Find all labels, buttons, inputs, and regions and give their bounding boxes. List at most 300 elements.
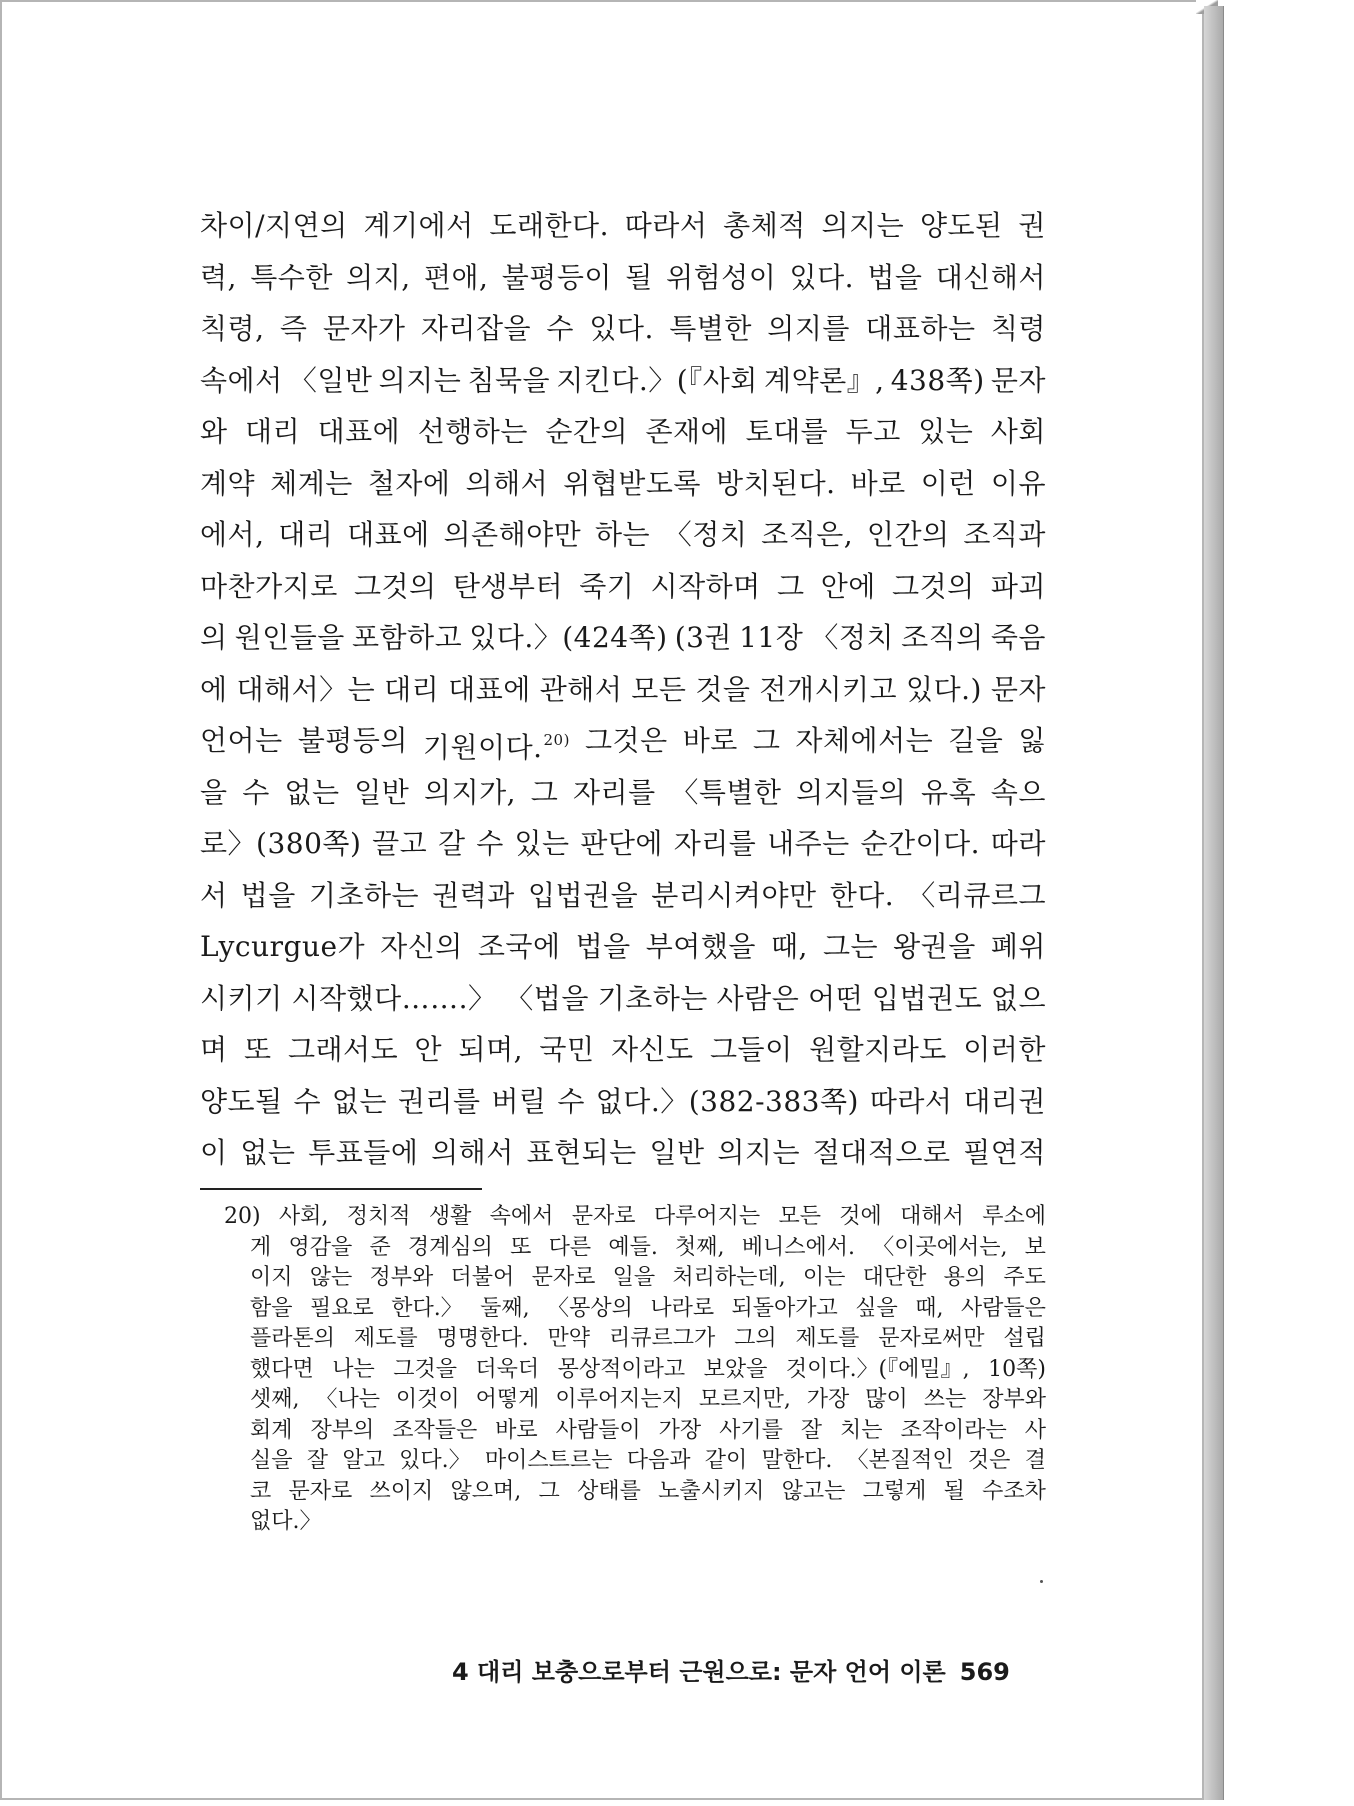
- footnote-word: 바로: [495, 1417, 538, 1443]
- footnote-word: 〈몽상의: [547, 1295, 633, 1321]
- body-word: 방치된다.: [715, 466, 836, 500]
- footnote-word: 사람들은: [960, 1295, 1046, 1321]
- body-word: 특별한: [669, 312, 752, 345]
- footnote-word: 대단한: [862, 1265, 927, 1290]
- body-word: 것을: [695, 672, 751, 706]
- footnote-word: 〈본질적인: [846, 1448, 954, 1473]
- footnote-word: 없다.〉: [250, 1509, 322, 1534]
- page-number: 569: [959, 1658, 1010, 1686]
- body-word: 특수한: [250, 260, 333, 294]
- body-word: 있다.: [589, 312, 654, 345]
- footnote-word: 많이: [865, 1387, 908, 1412]
- footnote-word: 사회,: [278, 1204, 329, 1229]
- footnote-word: 10쪽): [988, 1356, 1046, 1382]
- footnote-word: 수조차: [982, 1478, 1046, 1504]
- footnote-word: 않는: [309, 1265, 353, 1290]
- body-word: 을: [200, 775, 228, 809]
- footnote-word: 가장: [658, 1417, 702, 1443]
- body-word: 포함하고: [351, 621, 463, 654]
- footnote-word: 때,: [915, 1295, 944, 1321]
- footnote-word: 플라톤의: [250, 1326, 336, 1351]
- footnote-number: 20): [224, 1204, 261, 1229]
- body-word: 자신의: [380, 930, 463, 963]
- footnote-word: 경계심의: [407, 1234, 493, 1260]
- footnote-line: [250, 1446, 1046, 1477]
- body-word: 되며,: [458, 1033, 524, 1066]
- body-word: 〈리큐르그: [907, 878, 1046, 912]
- body-word: 투표들에: [308, 1136, 419, 1169]
- body-word: 의지가,: [424, 775, 517, 809]
- body-word: 원인들을: [234, 621, 345, 654]
- body-word: 될: [625, 260, 653, 294]
- footnote-line: [250, 1416, 1046, 1447]
- footnote-word: 회계: [250, 1417, 293, 1443]
- footnote-word: 치는: [840, 1417, 883, 1443]
- body-word: 대표에: [347, 518, 430, 551]
- footnote-word: 문자로: [288, 1478, 353, 1504]
- body-word: 버릴: [491, 1084, 547, 1118]
- body-word: 기초하는: [308, 878, 420, 912]
- footnote-word: 또: [510, 1234, 532, 1260]
- body-word: 관해서: [539, 672, 623, 706]
- body-word: 없는: [284, 775, 340, 809]
- body-word: 438쪽): [890, 363, 985, 397]
- footnote-word: 이루어지는지: [555, 1387, 683, 1412]
- footnote-word: 모든: [778, 1204, 821, 1229]
- body-word: 〈특별한: [670, 775, 782, 809]
- body-word: 마찬가지로: [200, 569, 338, 603]
- footnote-word: 다음과: [626, 1448, 691, 1473]
- footnote-word: 문자로써만: [878, 1326, 985, 1351]
- footnote-word: 정치적: [346, 1204, 411, 1229]
- body-word: 위협받도록: [563, 466, 701, 500]
- footnote-word: 잘: [306, 1448, 329, 1473]
- body-word: 수: [557, 1084, 585, 1118]
- body-word: 법을: [575, 930, 631, 963]
- footnote-word: 했다면: [250, 1356, 314, 1382]
- footnote-divider: [200, 1188, 482, 1190]
- body-line: [200, 1024, 1046, 1076]
- footnote-word: 〈이곳에서는,: [872, 1234, 1008, 1260]
- body-word: 분리시켜야만: [651, 878, 817, 912]
- footnote-word: 장부와: [982, 1387, 1046, 1412]
- footnote-word: 제도를: [795, 1326, 860, 1351]
- body-word: 대표하는: [865, 312, 976, 345]
- body-word: 속으: [990, 775, 1046, 809]
- footnote-word: 싶을: [855, 1295, 898, 1321]
- body-word: 유혹: [921, 775, 977, 809]
- body-word: 모든: [631, 672, 687, 706]
- footnote-word: 장부의: [310, 1417, 375, 1443]
- body-line: [200, 973, 1046, 1025]
- body-word: 수: [546, 312, 574, 345]
- body-word: 원할지라도: [809, 1033, 947, 1066]
- body-word: 권리를: [397, 1084, 481, 1118]
- body-line: [200, 921, 1046, 973]
- body-word: 죽기: [579, 569, 635, 603]
- footnote-word: 정부와: [369, 1265, 434, 1290]
- footnote-word: 않고는: [781, 1478, 846, 1504]
- footnote-word: 준: [369, 1234, 391, 1260]
- footnote-word: 것이다.〉(『에밀』,: [785, 1356, 970, 1382]
- body-word: 의지들의: [796, 775, 907, 809]
- footnote-reference[interactable]: 20): [543, 731, 570, 749]
- footnote-line: [250, 1263, 1046, 1294]
- footnote-word: 몽상적이라고: [557, 1356, 686, 1382]
- page-stack-edge: [1204, 6, 1224, 1800]
- body-word: 입법권도: [871, 981, 983, 1015]
- body-line: [200, 200, 1046, 252]
- body-word: 따라서: [624, 209, 708, 242]
- body-word: 이: [200, 1136, 228, 1169]
- footnote-word: 〈나는: [315, 1387, 380, 1412]
- body-word: 있는: [514, 827, 570, 860]
- body-word: 대리: [278, 518, 334, 551]
- body-word: 기초하는: [597, 981, 708, 1015]
- body-word: 또: [243, 1033, 272, 1066]
- footnote-word: 않으며,: [450, 1478, 522, 1504]
- body-word: 의해서: [465, 466, 549, 500]
- body-word: 의: [200, 621, 228, 654]
- footnote-word: 제도를: [353, 1326, 418, 1351]
- body-word: 갈: [437, 827, 466, 860]
- body-word: 서: [200, 878, 228, 912]
- footnote-word: 모르지만,: [698, 1387, 791, 1412]
- body-word: 있다.): [906, 672, 982, 706]
- footnote-word: 말한다.: [761, 1448, 833, 1473]
- body-word: 체계는: [270, 466, 353, 500]
- body-word: 순간이다.: [860, 827, 981, 860]
- footnote-word: 셋째,: [250, 1387, 300, 1412]
- body-line: [200, 1076, 1046, 1128]
- body-word: 조국에: [477, 930, 561, 963]
- body-word: 조직과: [963, 518, 1046, 551]
- body-word: 언어는: [200, 724, 283, 757]
- body-word: 즉: [279, 312, 308, 345]
- body-line: [200, 870, 1046, 922]
- footnote-word: 처리하는데,: [672, 1265, 786, 1290]
- body-word: 며: [200, 1033, 228, 1066]
- footnote-line: [250, 1507, 1046, 1538]
- stray-dot-mark: [1040, 1580, 1043, 1583]
- body-line: [200, 715, 1046, 767]
- body-word: 없는: [240, 1136, 296, 1169]
- body-word: 칙령: [990, 312, 1046, 345]
- body-word: 양도될: [200, 1084, 283, 1118]
- body-word: (3권: [674, 621, 732, 654]
- footnote-word: 잘: [800, 1417, 823, 1443]
- body-word: 두고: [845, 415, 901, 448]
- footnote-word: 그의: [734, 1326, 777, 1351]
- body-word: 계약: [200, 466, 256, 500]
- body-word: 파괴: [990, 569, 1046, 603]
- footnote-word: 만약: [547, 1326, 591, 1351]
- footnote-word: 마이스트르는: [484, 1448, 613, 1473]
- body-word: 이러한: [963, 1033, 1046, 1066]
- footnote-word: 조작이라는: [900, 1417, 1007, 1443]
- body-word: 그들이: [710, 1033, 793, 1066]
- body-word: 계약론』,: [764, 363, 885, 397]
- body-word: 시키기: [200, 981, 283, 1015]
- body-line: [200, 767, 1046, 819]
- footnote-word: 사람들이: [555, 1417, 641, 1443]
- footnote-word: 그것을: [393, 1356, 457, 1382]
- footnote-word: 설립: [1003, 1326, 1046, 1351]
- footnote-word: 결: [1024, 1448, 1046, 1473]
- body-line: [200, 252, 1046, 304]
- footnote-word: 상태를: [577, 1478, 641, 1504]
- body-word: 자리를: [673, 827, 757, 860]
- body-word: 그: [776, 569, 805, 603]
- body-word: 그것의: [353, 569, 437, 603]
- body-word: 한다.: [829, 878, 895, 912]
- body-word: 〈정치: [810, 621, 894, 654]
- body-word: 법을: [867, 260, 923, 294]
- body-line: [200, 818, 1046, 870]
- footnote-word: 어떻게: [475, 1387, 540, 1412]
- footnote-word: 것은: [967, 1448, 1011, 1473]
- body-word: 따라: [990, 827, 1046, 860]
- body-word: 와: [200, 415, 228, 448]
- footnote-word: 예들.: [608, 1234, 658, 1260]
- footnote-word: 문자로: [531, 1265, 596, 1290]
- body-word: 문자가: [322, 312, 406, 345]
- footnote-line: [250, 1355, 1046, 1386]
- body-word: 내주는: [767, 827, 850, 860]
- footnote-word: 이는: [802, 1265, 846, 1290]
- body-word: 잃: [1018, 724, 1046, 757]
- body-word: 의존해야만: [443, 518, 582, 551]
- body-word: 일반: [649, 1136, 705, 1169]
- body-word: 어떤: [808, 981, 864, 1015]
- footnote-word: 첫째,: [675, 1234, 725, 1260]
- body-word: 수: [242, 775, 270, 809]
- body-word: 그: [752, 724, 781, 757]
- footnote-word: 보: [1024, 1234, 1046, 1260]
- body-word: 대해서〉는: [236, 672, 376, 706]
- body-word: 바로: [850, 466, 906, 500]
- body-text: [200, 200, 1046, 1179]
- footnote-word: 실을: [250, 1448, 293, 1473]
- body-word: 계기에서: [363, 209, 474, 242]
- footnote-word: 있다.〉: [399, 1448, 471, 1473]
- body-word: 끌고: [372, 827, 428, 860]
- body-word: 〈법을: [505, 981, 589, 1015]
- body-word: 대리: [384, 672, 440, 706]
- body-word: 의지,: [346, 260, 411, 294]
- body-word: 대표에: [448, 672, 531, 706]
- footnote-line: [250, 1477, 1046, 1508]
- body-word: 양도된: [919, 209, 1003, 242]
- footnote-line: [224, 1202, 1046, 1233]
- footnote-word: 코: [250, 1478, 272, 1504]
- footnote-word: 그: [538, 1478, 560, 1504]
- body-word: 조직은,: [761, 518, 854, 551]
- body-word: 토대를: [745, 415, 829, 448]
- running-footer: [452, 1652, 1022, 1687]
- body-word: 〈정치: [663, 518, 748, 551]
- footnote-word: 일을: [612, 1265, 656, 1290]
- footnote-word: 되돌아가고: [731, 1295, 838, 1321]
- body-word: 침묵을: [467, 363, 551, 397]
- body-word: 있다.: [789, 260, 855, 294]
- footnote-word: 루소에: [982, 1204, 1046, 1229]
- footnote-word: 베니스에서.: [741, 1234, 855, 1260]
- body-word: 불평등이: [501, 260, 612, 294]
- footnote-word: 명명한다.: [436, 1326, 529, 1351]
- footnote-word: 알고: [342, 1448, 385, 1473]
- body-word: 대표에: [317, 415, 401, 448]
- body-word: 권력과: [432, 878, 515, 912]
- footnote-word: 사: [1024, 1417, 1046, 1443]
- footnote-word: 주도: [1003, 1265, 1046, 1290]
- body-word: 편애,: [423, 260, 489, 294]
- footnote-word: 나라로: [650, 1295, 715, 1321]
- body-word: 의지는: [821, 209, 905, 242]
- body-word: 자리를: [572, 775, 656, 809]
- body-word: 국민: [539, 1033, 595, 1066]
- body-word: 있다.〉(424쪽): [469, 621, 668, 654]
- body-word: Lycurgue가: [200, 930, 366, 963]
- body-word: 기원이다.$^{20)}$: [422, 731, 570, 764]
- footnote-word: 조작들은: [392, 1417, 478, 1443]
- body-word: 하는: [594, 518, 651, 551]
- body-word: 없는: [331, 1084, 388, 1118]
- footnote-word: 문자로: [571, 1204, 636, 1229]
- body-word: 자신도: [610, 1033, 694, 1066]
- body-word: 조직의: [901, 621, 984, 654]
- footnote-word: 생활: [428, 1204, 472, 1229]
- body-word: 법을: [240, 878, 296, 912]
- footnote-word: 같이: [704, 1448, 748, 1473]
- body-line: [200, 458, 1046, 510]
- body-word: 의지는: [378, 363, 462, 397]
- body-word: 그래서도: [287, 1033, 399, 1066]
- body-line: [200, 303, 1046, 355]
- body-word: 전개시키고: [759, 672, 898, 706]
- body-word: 시작하며: [650, 569, 761, 603]
- body-word: 문자: [990, 363, 1046, 397]
- body-word: 표현되는: [526, 1136, 637, 1169]
- body-word: 대신해서: [935, 260, 1046, 294]
- footnote-word: 쓰는: [923, 1387, 967, 1412]
- body-word: 11장: [739, 621, 804, 654]
- body-word: 선행하는: [417, 415, 528, 448]
- body-word: 이유: [990, 466, 1046, 500]
- footnote-word: 이것이: [395, 1387, 460, 1412]
- body-word: 길을: [948, 724, 1004, 757]
- body-word: 왕권을: [893, 930, 976, 963]
- footnote-word: 둘째,: [480, 1295, 530, 1321]
- body-word: 수: [293, 1084, 322, 1118]
- footnote-word: 쓰이지: [369, 1478, 434, 1504]
- footnote-word: 필요로: [309, 1295, 374, 1321]
- body-word: 력,: [200, 260, 237, 294]
- footnote-word: 보았을: [703, 1356, 768, 1382]
- body-word: 없다.〉(382-383쪽): [595, 1084, 859, 1118]
- body-word: 총체적: [723, 209, 806, 242]
- body-word: 대리: [245, 415, 301, 448]
- footnote-word: 게: [250, 1234, 272, 1260]
- body-line: [200, 509, 1046, 561]
- body-word: 죽음: [990, 621, 1046, 654]
- body-word: 이런: [920, 466, 976, 500]
- footnote-line: [250, 1233, 1046, 1264]
- body-word: 철자에: [367, 466, 451, 500]
- body-word: 에서,: [200, 518, 265, 551]
- body-word: 인간의: [866, 518, 950, 551]
- footnote-word: 나는: [332, 1356, 375, 1382]
- body-word: 그것의: [892, 569, 975, 603]
- footnote-word: 대해서: [900, 1204, 964, 1229]
- footnote-word: 이지: [250, 1265, 293, 1290]
- body-word: 일반: [354, 775, 410, 809]
- body-word: 대리권: [963, 1084, 1046, 1118]
- body-word: 사람은: [716, 981, 800, 1015]
- body-word: 판단에: [580, 827, 663, 860]
- body-line: [200, 612, 1046, 664]
- footnote-block: [224, 1202, 1046, 1538]
- body-word: 그: [530, 775, 559, 809]
- footnote-word: 더욱더: [475, 1356, 540, 1382]
- footnote-word: 다루어지는: [653, 1204, 761, 1229]
- body-word: 시작했다…….〉: [291, 981, 497, 1015]
- body-word: 속에서: [200, 363, 283, 397]
- footnote-word: 한다.〉: [391, 1295, 463, 1321]
- footnote-word: 다른: [548, 1234, 592, 1260]
- footnote-word: 속에서: [489, 1204, 554, 1229]
- body-word: 권: [1018, 209, 1046, 242]
- body-word: 그는: [822, 930, 879, 963]
- body-word: 위험성이: [666, 260, 777, 294]
- body-word: 그것은: [585, 724, 668, 757]
- body-word: 문자: [990, 672, 1046, 706]
- footnote-word: 사기를: [719, 1417, 783, 1443]
- body-word: 폐위: [990, 930, 1046, 963]
- body-word: 입법권을: [527, 878, 639, 912]
- body-word: 존재에: [645, 415, 729, 448]
- body-word: 수: [476, 827, 504, 860]
- body-word: 〈일반: [288, 363, 373, 397]
- body-word: 안: [414, 1033, 443, 1066]
- body-word: 때,: [770, 930, 808, 963]
- footnote-line: [250, 1385, 1046, 1416]
- footnote-word: 그렇게: [862, 1478, 927, 1504]
- body-word: 안에: [820, 569, 876, 603]
- body-word: 없으: [990, 981, 1046, 1015]
- footnote-line: [250, 1324, 1046, 1355]
- footnote-word: 영감을: [288, 1234, 353, 1260]
- body-word: 바로: [682, 724, 738, 757]
- body-line: [200, 355, 1046, 407]
- footnote-word: 용의: [943, 1265, 987, 1290]
- running-title: 4 대리 보충으로부터 근원으로: 문자 언어 이론: [452, 1658, 946, 1686]
- body-line: [200, 406, 1046, 458]
- footnote-line: [250, 1294, 1046, 1325]
- body-line: [200, 664, 1046, 716]
- body-word: 따라서: [869, 1084, 953, 1118]
- footnote-word: 것에: [839, 1204, 882, 1229]
- body-word: 자체에서는: [795, 724, 934, 757]
- footnote-word: 함을: [250, 1295, 293, 1321]
- body-word: 의해서: [431, 1136, 514, 1169]
- footnote-word: 될: [943, 1478, 965, 1504]
- body-word: 의지는: [717, 1136, 800, 1169]
- footnote-word: 노출시키지: [658, 1478, 765, 1504]
- body-word: 차이/지연의: [200, 209, 348, 242]
- body-word: 에: [200, 672, 228, 706]
- body-line: [200, 561, 1046, 613]
